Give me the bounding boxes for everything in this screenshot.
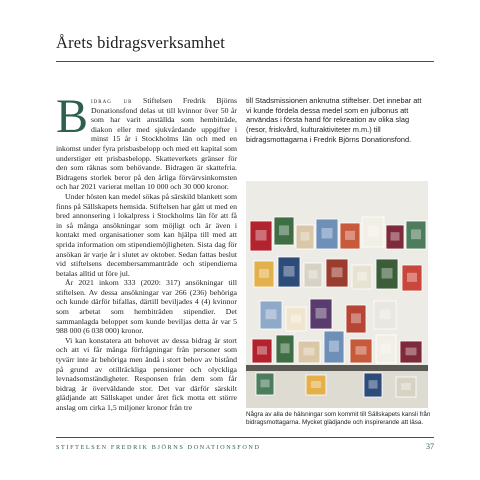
card-motif [357,272,367,280]
card-motif [316,308,327,319]
drop-cap: B [56,90,89,143]
page-title: Årets bidragsverksamhet [56,33,226,52]
paragraph-1 [56,90,237,192]
card-motif [311,381,321,388]
card-motif [391,232,400,240]
card-motif [281,343,290,353]
card-motif [351,313,361,323]
footer-divider [56,437,434,438]
card-motif [401,383,411,390]
title-divider [56,61,434,62]
left-text-column [56,90,237,413]
card-motif [382,268,393,279]
card-motif [256,230,267,241]
card-motif [259,269,269,278]
lead-in-smallcaps: idrag ur [91,96,133,105]
card-motif [406,348,417,356]
paragraph-2: Under hösten kan medel sökas på särskild blankett som finns på Sällskapets hemsida. Stiftelsen har gått ut med en bred annonsering i lokalpress i Stockholms län för att få in så många ansökningar som möjligt och är även i kontakt med organisationer som kan hjälpa till med att sprida information om stipendiemöjligheten. Sista dag för ansökan är varje år i slutet av oktober. Sedan fattas beslut vid stiftelsens decembersammanträde och stipendierna betalas alltid ut före jul. [56,191,237,278]
greeting-cards-photo [246,181,428,408]
card-motif [284,266,295,277]
card-motif [369,380,378,388]
greeting-cards-image [246,181,428,408]
paragraph-4: Vi kan konstatera att behovet av dessa bidrag är stort och att vi får många förfrågningar från personer som tyvärr inte är behöriga men ändå i stort behov av bistånd på grund av otillräckliga pensioner och olyckliga levnadsomständigheter. Responsen från dem som får bidrag är överväldande stor. Det var därför särskilt glädjande att Sällskapet under året fick motta ett större anslag om cirka 1,5 miljoner kronor från tre [56,335,237,412]
card-motif [380,309,391,319]
card-motif [332,267,343,277]
paragraph-1-text: Stiftelsen Fredrik Björns Donationsfond delas ut till kvinnor över 50 år som har varit anställda som hembiträde, diakon eller med sjukvårdande uppgifter i minst 15 år i Stockholms län och med en inkomst under fyra prisbasbelopp och med ett kapital som understiger ett prisbasbelopp. Skatteverkets gränser för den som räknas som behövande. Bidragen är skattefria. Bidragens storlek beror på den årliga förvärvsinkomsten och har 2021 varierat mellan 10 000 och 30 000 kronor. [56,96,237,192]
card-motif [345,231,355,240]
card-motif [291,314,301,322]
card-motif [368,226,379,237]
card-motif [257,346,267,354]
page-number: 37 [426,442,434,451]
card-motif [407,273,417,282]
card-motif [304,348,315,356]
card-motif [411,229,421,239]
right-text-column: till Stadsmissionen anknutna stiftelser. Det innebar att vi kunde fördela dessa medel som en julbonus att användas i första hand för rekreation av olika slag (resor, friskvård, kulturaktiviteter m.m.) till bidragsmottagarna i Fredrik Björns Donationsfond. [246,96,422,144]
running-footer: STIFTELSEN FREDRIK BJÖRNS DONATIONSFOND [56,444,261,451]
card-motif [279,225,289,235]
card-motif [356,346,367,354]
card-motif [261,380,270,388]
card-motif [329,341,339,352]
card-motif [381,343,391,353]
card-motif [322,228,333,239]
photo-caption: Några av alla de hälsningar som kommit till Sällskapets kansli från bidragsmottagarna. Mycket glädjande och inspirerande att läsa. [246,411,431,427]
card-motif [309,270,318,278]
card-motif [301,232,310,240]
card-motif [266,309,277,319]
paragraph-3: År 2021 inkom 333 (2020: 317) ansökningar till stiftelsen. Av dessa ansökningar var 266 (236) behöriga och kunde därför bifallas, därtill beviljades 4 (4) kvinnor som arbetat som hembiträden stipendier. Det sammanlagda beloppet som kunde beviljas detta år var 5 988 000 (6 038 000) kronor. [56,278,237,336]
